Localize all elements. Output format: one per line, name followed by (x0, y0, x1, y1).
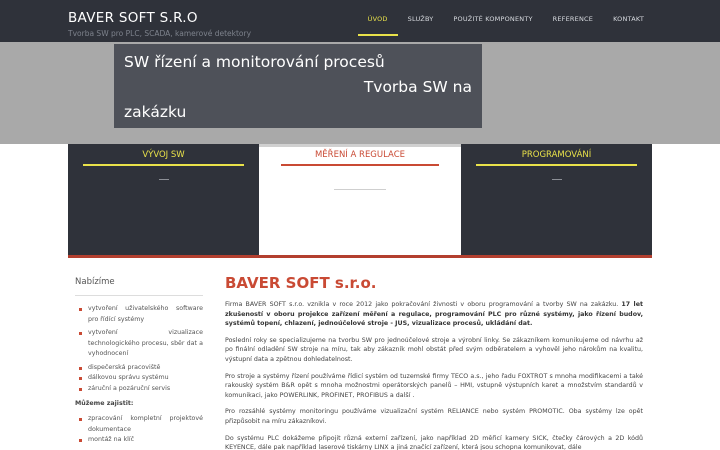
nav-item-pouzite-komponenty[interactable]: POUŽITÉ KOMPONENTY (453, 15, 533, 23)
sidebar-title: Nabízíme (75, 277, 203, 296)
list-item: montáž na klíč (75, 435, 203, 446)
site-tagline: Tvorba SW pro PLC, SCADA, kamerové detektory (68, 29, 252, 38)
list-item: dispečerská pracoviště (75, 363, 203, 374)
feature-underline (476, 164, 637, 166)
nav-item-uvod[interactable]: ÚVOD (358, 0, 398, 42)
services-list (75, 414, 203, 446)
top-navbar (0, 0, 720, 42)
feature-underline (83, 164, 244, 166)
paragraph: Do systému PLC dokážeme připojit různá externí zařízení, jako například 2D měřicí kamery SICK, čtečky čárových a 2D kódů KEYENCE, dále pak například laserové tiskárny LINX a jiná značící zařízení, která jsou schopna komunikovat, dále (225, 434, 643, 450)
hero-line-1: SW řízení a monitorování procesů (124, 53, 385, 71)
list-item: zpracování kompletní projektové dokumentace (75, 414, 203, 435)
feature-divider (159, 179, 169, 180)
list-item: dálkovou správu systému (75, 373, 203, 384)
feature-vyvoj-sw[interactable] (68, 144, 259, 255)
list-item: záruční a pozáruční servis (75, 384, 203, 395)
nav-item-sluzby[interactable]: SLUŽBY (407, 15, 434, 23)
feature-boxes (68, 144, 652, 258)
nav-item-kontakt[interactable]: KONTAKT (613, 15, 644, 23)
feature-divider (334, 189, 386, 190)
paragraph: Pro stroje a systémy řízení používáme řídicí systém od tuzemské firmy TECO a.s., jeho řadu FOXTROT s mnoha modifikacemi a také rakouský systém B&R opět s mnoha možnostmi operátorských panelů – HMI, vstupně výstupních karet a množstvím standardů v komunikaci, jako POWERLINK, PROFINET, PROFIBUS a další . (225, 372, 643, 399)
hero-banner (0, 42, 720, 144)
sidebar-subtitle: Můžeme zajistit: (75, 400, 134, 407)
feature-programovani[interactable] (461, 144, 652, 255)
nav-item-reference[interactable]: REFERENCE (552, 15, 594, 23)
feature-title: MĚŘENÍ A REGULACE (314, 150, 406, 160)
intro-paragraph (225, 300, 643, 329)
hero-line-2: Tvorba SW na (363, 78, 472, 96)
feature-title: PROGRAMOVÁNÍ (521, 150, 592, 160)
intro-highlight: 17 let zkušeností v oboru projekce zařízení měření a regulace, programování PLC pro různé systémy, jako řízení budov, systémů topení, chlazení, jednoúčelové stroje - JUS, vizualizace procesů, ukládání dat. (225, 301, 643, 328)
feature-mereni-a-regulace[interactable] (259, 144, 461, 255)
hero-caption (114, 44, 482, 128)
paragraph: Poslední roky se specializujeme na tvorbu SW pro jednoúčelové stroje a výrobní linky. Se zákazníkem komunikujeme od návrhu až po finální odladění SW stroje na míru, tak aby zákazník mohl obstát před svým odběratelem a vyhověl jeho nárokům na kvalitu, výstupní data a zpětnou dohledatelnost. (225, 336, 643, 363)
hero-line-3: zakázku (124, 103, 187, 121)
feature-underline (281, 164, 439, 166)
page-title: BAVER SOFT s.r.o. (225, 274, 377, 292)
feature-title: VÝVOJ SW (142, 150, 185, 160)
sidebar (75, 277, 203, 446)
feature-divider (552, 179, 562, 180)
main-content (225, 274, 643, 450)
site-brand[interactable]: BAVER SOFT S.R.O (68, 10, 198, 26)
intro-text: Firma BAVER SOFT s.r.o. vznikla v roce 2012 jako pokračování živnosti v oboru programování a tvorby SW na zakázku. (225, 301, 619, 308)
main-nav (358, 0, 654, 42)
offer-list (75, 304, 203, 394)
list-item: vytvoření vizualizace technologického procesu, sběr dat a vyhodnocení (75, 328, 203, 360)
list-item: vytvoření uživatelského software pro řídící systémy (75, 304, 203, 325)
paragraph: Pro rozsáhlé systémy monitoringu používáme vizualizační systém RELIANCE nebo systém PROMOTIC. Oba systémy lze opět přizpůsobit na míru zákazníkovi. (225, 408, 643, 425)
